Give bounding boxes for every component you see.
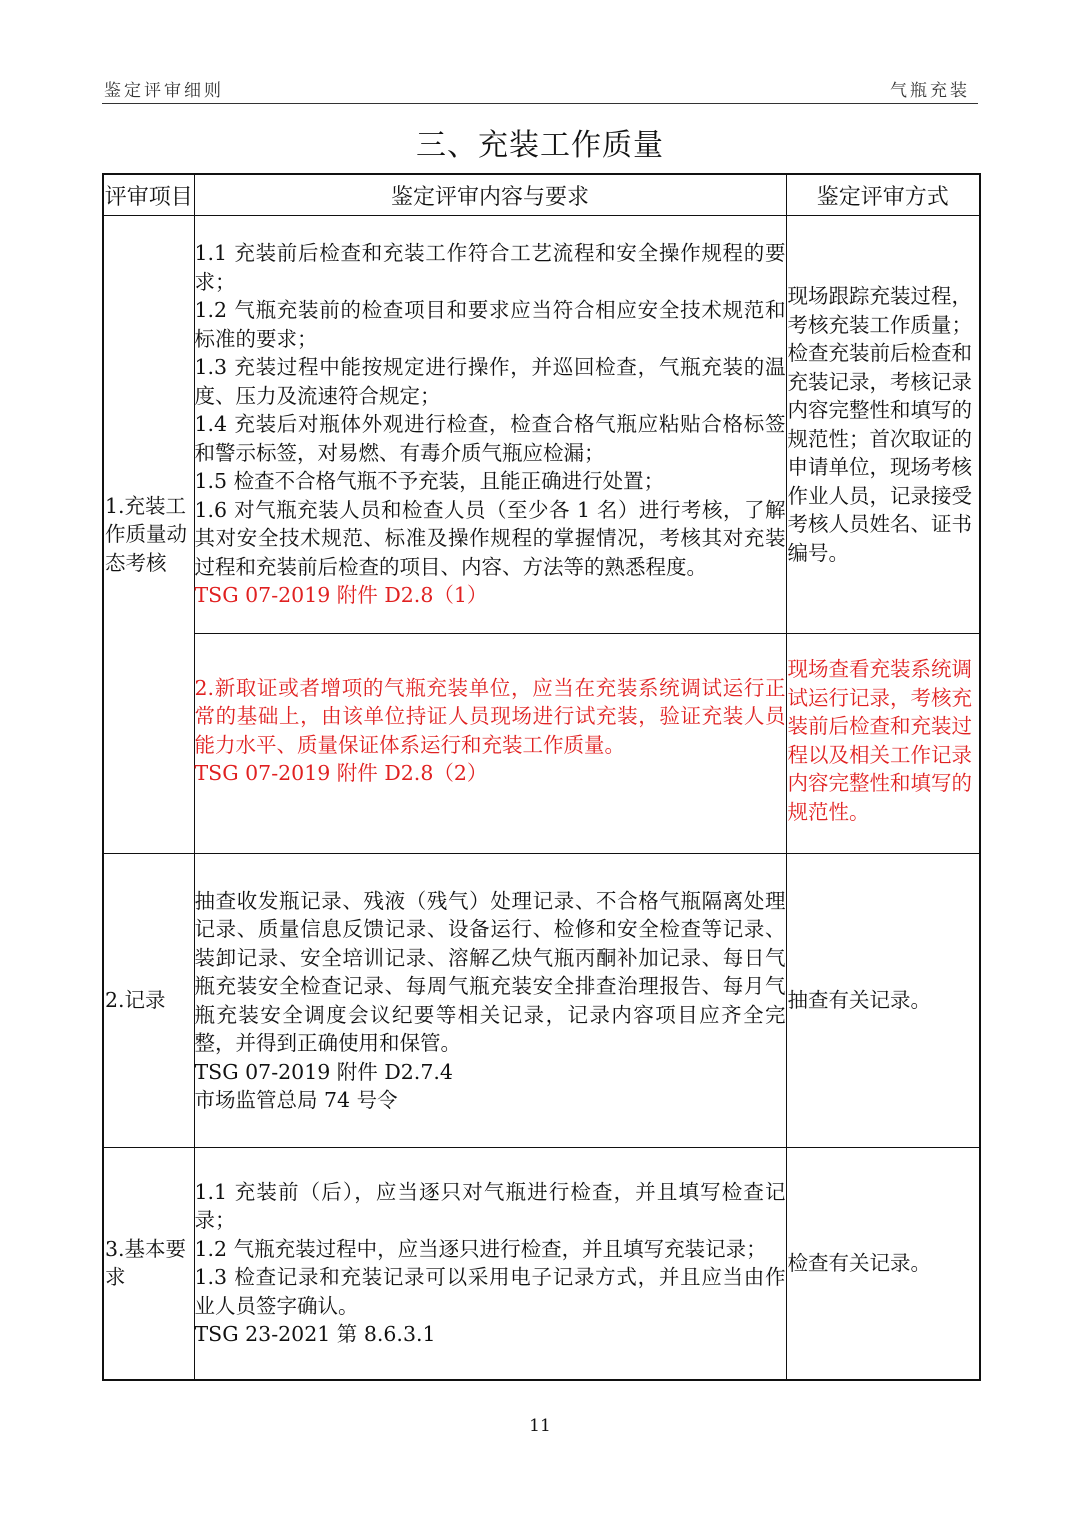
item-label: 3.基本要求	[105, 1236, 187, 1290]
table-row	[103, 854, 980, 1148]
requirement-line: 1.5 检查不合格气瓶不予充装，且能正确进行处置；	[194, 469, 665, 494]
section-title: 三、充装工作质量	[416, 128, 664, 163]
regulation-reference: TSG 07-2019 附件 D2.8（1）	[194, 583, 488, 608]
header-item: 评审项目	[103, 174, 194, 216]
requirement-line: 1.3 检查记录和充装记录可以采用电子记录方式，并且应当由作业人员签字确认。	[194, 1265, 786, 1318]
header-divider	[102, 103, 978, 104]
item-cell	[103, 216, 194, 854]
requirement-text: 抽查收发瓶记录、残液（残气）处理记录、不合格气瓶隔离处理记录、质量信息反馈记录、设备运行、检修和安全检查等记录、装卸记录、安全培训记录、溶解乙炔气瓶丙酮补加记录、每日气瓶充装安全检查记录、每周气瓶充装安全排查治理报告、每月气瓶充装安全调度会议纪要等相关记录，记录内容项目应齐全完整，并得到正确使用和保管。	[194, 888, 786, 1055]
method-cell	[786, 634, 980, 854]
requirement-line: 1.6 对气瓶充装人员和检查人员（至少各 1 名）进行考核，了解其对安全技术规范、标准及操作规程的掌握情况，考核其对充装过程和充装前后检查的项目、内容、方法等的熟悉程度。	[194, 497, 786, 579]
header-content: 鉴定评审内容与要求	[194, 174, 786, 216]
method-text: 检查有关记录。	[787, 1251, 931, 1275]
content-cell	[194, 216, 786, 634]
regulation-reference: TSG 07-2019 附件 D2.7.4	[194, 1059, 453, 1084]
requirement-line: 1.1 充装前后检查和充装工作符合工艺流程和安全操作规程的要求；	[194, 241, 786, 294]
page-number: 11	[529, 1416, 551, 1436]
method-text: 现场查看充装系统调试运行记录，考核充装前后检查和充装过程以及相关工作记录内容完整性和填写的规范性。	[787, 657, 972, 824]
method-cell	[786, 1148, 980, 1380]
table-row	[103, 216, 980, 634]
requirement-line: 1.2 气瓶充装过程中，应当逐只进行检查，并且填写充装记录；	[194, 1236, 767, 1261]
method-cell	[786, 854, 980, 1148]
header-doc-title: 鉴定评审细则	[104, 81, 224, 101]
table-header-row	[103, 174, 980, 216]
method-cell	[786, 216, 980, 634]
method-text: 现场跟踪充装过程，考核充装工作质量；检查充装前后检查和充装记录，考核记录内容完整性和填写的规范性；首次取证的申请单位，现场考核作业人员，记录接受考核人员姓名、证书编号。	[787, 284, 972, 565]
regulation-reference: TSG 07-2019 附件 D2.8（2）	[194, 761, 488, 785]
item-cell	[103, 854, 194, 1148]
regulation-reference: TSG 23-2021 第 8.6.3.1	[194, 1322, 436, 1347]
content-cell	[194, 634, 786, 854]
requirement-text: 2.新取证或者增项的气瓶充装单位，应当在充装系统调试运行正常的基础上，由该单位持证人员现场进行试充装，验证充装人员能力水平、质量保证体系运行和充装工作质量。	[194, 675, 786, 757]
requirement-line: 1.1 充装前（后），应当逐只对气瓶进行检查，并且填写检查记录；	[194, 1179, 786, 1233]
requirement-line: 1.2 气瓶充装前的检查项目和要求应当符合相应安全技术规范和标准的要求；	[194, 298, 786, 351]
item-label: 1.充装工作质量动态考核	[105, 493, 187, 575]
review-table	[102, 173, 981, 1381]
method-text: 抽查有关记录。	[787, 988, 931, 1013]
item-cell	[103, 1148, 194, 1380]
requirement-line: 1.4 充装后对瓶体外观进行检查，检查合格气瓶应粘贴合格标签和警示标签，对易燃、有毒介质气瓶应检漏；	[194, 412, 786, 465]
content-cell	[194, 1148, 786, 1380]
table-row	[103, 1148, 980, 1380]
header-section-name: 气瓶充装	[890, 81, 970, 101]
regulation-reference: 市场监管总局 74 号令	[194, 1088, 398, 1112]
table-row	[103, 634, 980, 854]
content-cell	[194, 854, 786, 1148]
header-method: 鉴定评审方式	[786, 174, 980, 216]
requirement-line: 1.3 充装过程中能按规定进行操作，并巡回检查，气瓶充装的温度、压力及流速符合规定；	[194, 355, 786, 408]
item-label: 2.记录	[105, 988, 166, 1013]
